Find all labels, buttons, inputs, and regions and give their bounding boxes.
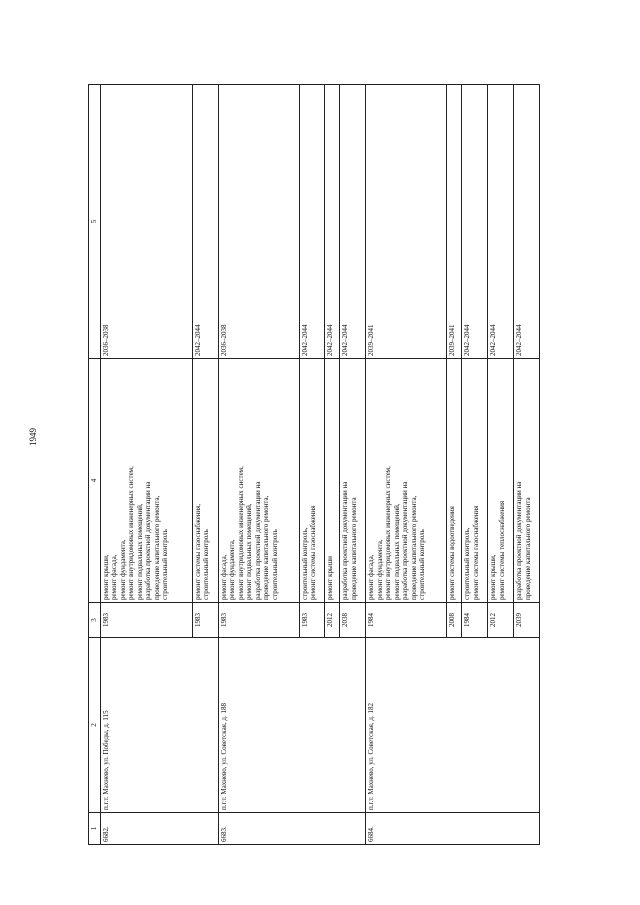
work-line: ремонт системы теплоснабжения xyxy=(497,500,506,600)
item-works xyxy=(447,359,462,603)
work-line: строительный контроль, xyxy=(463,527,472,600)
item-period: 2042–2044 xyxy=(488,85,514,359)
item-year: 2012 xyxy=(488,603,514,638)
work-line: проведение капитального ремонта, xyxy=(262,495,271,600)
item-period: 2042–2044 xyxy=(299,85,325,359)
item-works xyxy=(488,359,514,603)
item-works xyxy=(100,359,192,603)
item-year: 1983 xyxy=(192,603,218,638)
work-line: ремонт фундамента, xyxy=(228,539,237,600)
item-period: 2039–2041 xyxy=(447,85,462,359)
work-line: ремонт внутридомовых инженерных систем, xyxy=(127,466,136,600)
work-line: строительный контроль xyxy=(161,529,170,600)
entry-address: п.г.т. Махнево, ул. Советская, д. 182 xyxy=(366,638,540,813)
work-line: проведение капитального ремонта, xyxy=(409,495,418,600)
item-year: 2012 xyxy=(325,603,340,638)
work-line: разработка проектной документации на xyxy=(341,481,350,600)
work-line: ремонт системы газоснабжения xyxy=(471,505,480,600)
work-line: ремонт фасада, xyxy=(367,554,376,600)
work-line: разработка проектной документации на xyxy=(144,481,153,600)
item-works xyxy=(325,359,340,603)
entry-number: 6684. xyxy=(366,813,540,845)
work-line: ремонт крыши xyxy=(326,556,335,600)
column-number: 4 xyxy=(89,359,101,603)
work-line: строительный контроль xyxy=(270,529,279,600)
table-row xyxy=(100,85,192,845)
item-period: 2042–2044 xyxy=(192,85,218,359)
item-works xyxy=(299,359,325,603)
item-works xyxy=(340,359,366,603)
work-line: проведение капитального ремонта xyxy=(349,497,358,600)
entry-address: п.г.т. Махнево, ул. Советская, д. 188 xyxy=(218,638,366,813)
item-works xyxy=(192,359,218,603)
column-number: 2 xyxy=(89,638,101,813)
work-line: ремонт фундамента, xyxy=(118,539,127,600)
item-period: 2042–2044 xyxy=(325,85,340,359)
work-line: строительный контроль xyxy=(418,529,427,600)
work-line: ремонт фасада, xyxy=(110,554,119,600)
work-line: ремонт системы газоснабжения, xyxy=(193,503,202,600)
work-line: разработка проектной документации на xyxy=(253,481,262,600)
work-line: ремонт системы газоснабжения xyxy=(309,505,318,600)
work-line: строительный контроль xyxy=(202,529,211,600)
work-line: ремонт подвальных помещений, xyxy=(392,503,401,600)
entry-number: 6682. xyxy=(100,813,218,845)
work-line: ремонт крыши, xyxy=(101,554,110,600)
item-period: 2042–2044 xyxy=(462,85,488,359)
item-period: 2036–2038 xyxy=(218,85,299,359)
item-year: 2008 xyxy=(447,603,462,638)
table-row xyxy=(218,85,299,845)
item-period: 2039–2041 xyxy=(366,85,447,359)
column-number: 3 xyxy=(89,603,101,638)
work-line: ремонт внутридомовых инженерных систем, xyxy=(236,466,245,600)
table-body xyxy=(100,85,539,845)
work-line: ремонт фасада, xyxy=(219,554,228,600)
item-period: 2036–2038 xyxy=(100,85,192,359)
work-line: проведение капитального ремонта xyxy=(523,497,532,600)
page-number: 1949 xyxy=(28,428,38,446)
work-line: разработка проектной документации на xyxy=(515,481,524,600)
work-line: разработка проектной документации на xyxy=(401,481,410,600)
item-year: 2039 xyxy=(514,603,540,638)
column-number: 1 xyxy=(89,813,101,845)
table-row xyxy=(366,85,447,845)
work-line: ремонт внутридомовых инженерных систем, xyxy=(384,466,393,600)
item-year: 1983 xyxy=(100,603,192,638)
work-line: ремонт подвальных помещений, xyxy=(135,503,144,600)
work-line: строительный контроль, xyxy=(300,527,309,600)
item-period: 2042–2044 xyxy=(514,85,540,359)
item-works xyxy=(514,359,540,603)
item-works xyxy=(462,359,488,603)
item-year: 2038 xyxy=(340,603,366,638)
item-works xyxy=(218,359,299,603)
entry-number: 6683. xyxy=(218,813,366,845)
item-year: 1983 xyxy=(218,603,299,638)
repair-schedule-table xyxy=(88,84,540,845)
work-line: ремонт крыши, xyxy=(489,554,498,600)
repair-schedule-table-wrapper xyxy=(88,85,540,845)
work-line: ремонт фундамента, xyxy=(375,539,384,600)
item-year: 1983 xyxy=(299,603,325,638)
item-year: 1984 xyxy=(462,603,488,638)
work-line: ремонт подвальных помещений, xyxy=(245,503,254,600)
work-line: проведение капитального ремонта, xyxy=(152,495,161,600)
work-line: ремонт системы водоотведения xyxy=(448,506,457,600)
column-number-row xyxy=(89,85,101,845)
column-number: 5 xyxy=(89,85,101,359)
item-period: 2042–2044 xyxy=(340,85,366,359)
item-works xyxy=(366,359,447,603)
item-year: 1984 xyxy=(366,603,447,638)
entry-address: п.г.т. Махнево, ул. Победы, д. 115 xyxy=(100,638,218,813)
